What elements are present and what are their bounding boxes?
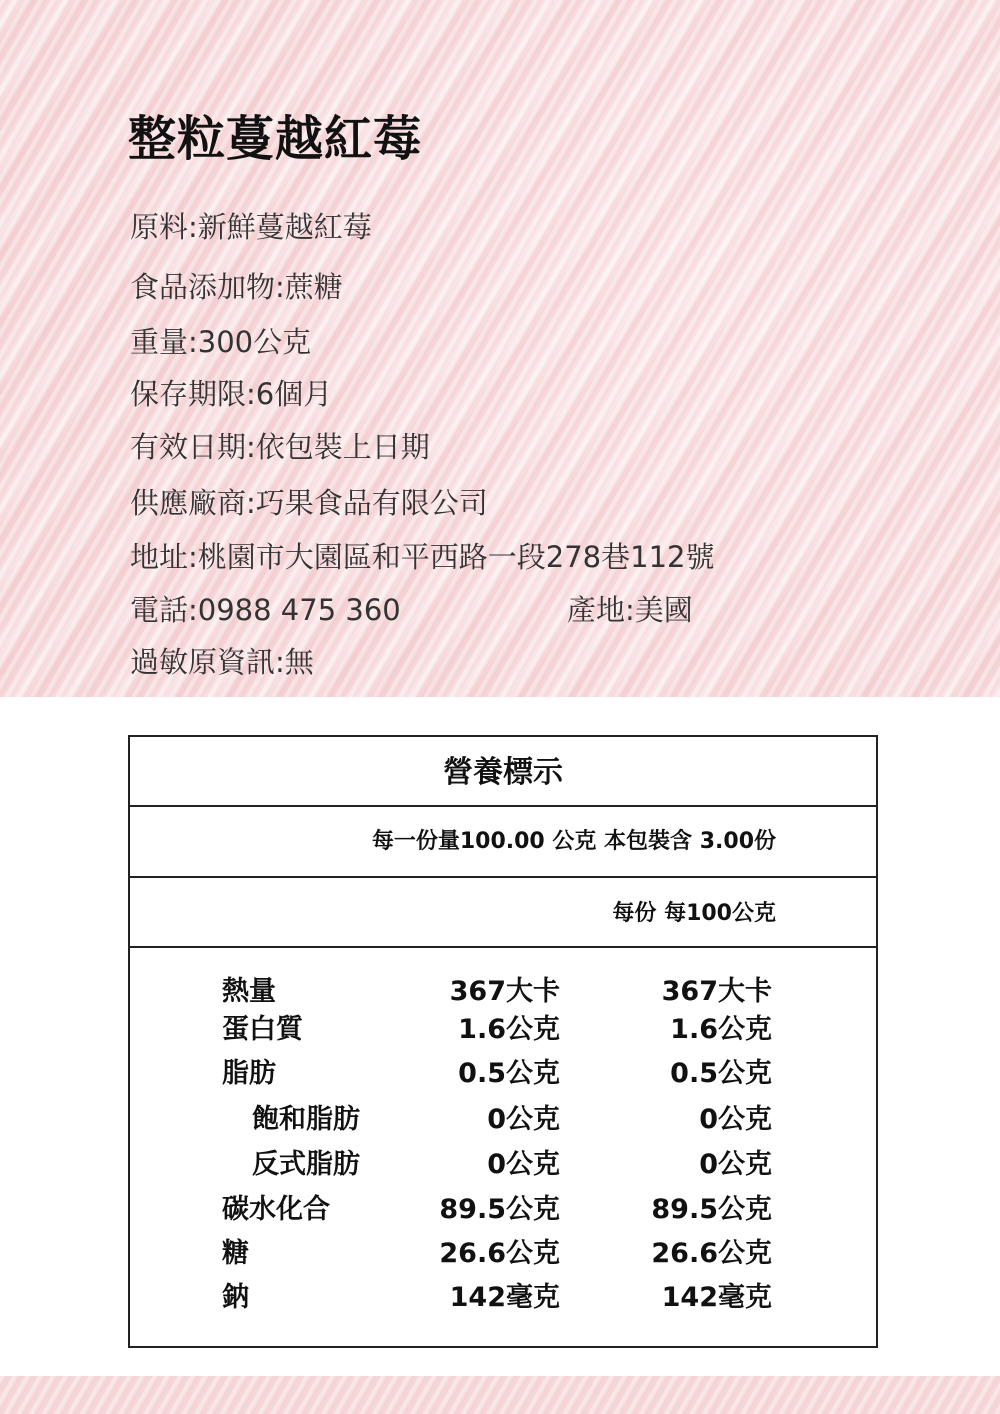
pink-footer-band [0,1376,1000,1414]
per-100g-value: 0.5公克 [670,1058,772,1089]
per-serving-value: 89.5公克 [439,1194,560,1225]
nutrition-row [130,1275,876,1315]
per-100g-value: 1.6公克 [670,1014,772,1045]
serving-size-text: 每一份量100.00 公克 本包裝含 3.00份 [371,829,776,854]
divider [130,876,876,878]
nutrition-facts-panel [128,735,878,1348]
per-100g-value: 0公克 [699,1104,772,1135]
additives-text: 食品添加物:蔗糖 [130,270,343,304]
phone-text: 電話:0988 475 360 [130,593,401,627]
nutrient-label: 碳水化合 [222,1194,330,1225]
shelf-life-text: 保存期限:6個月 [130,377,333,411]
divider [130,946,876,948]
nutrition-row [130,1097,876,1137]
weight-text: 重量:300公克 [130,325,312,359]
nutrition-row [130,1051,876,1091]
per-serving-value: 26.6公克 [439,1238,560,1269]
nutrient-label: 糖 [222,1238,249,1269]
per-serving-value: 0.5公克 [458,1058,560,1089]
nutrition-row [130,969,876,1009]
divider [130,805,876,807]
per-serving-value: 142毫克 [449,1282,560,1313]
nutrition-row [130,1142,876,1182]
nutrient-label: 熱量 [222,976,276,1007]
address-text: 地址:桃園市大園區和平西路一段278巷112號 [130,540,715,574]
allergen-text: 過敏原資訊:無 [130,645,314,679]
nutrition-row [130,1007,876,1047]
nutrition-row [130,1187,876,1227]
nutrient-label: 鈉 [222,1282,249,1313]
nutrient-label: 飽和脂肪 [252,1104,360,1135]
per-100g-value: 367大卡 [661,976,772,1007]
per-100g-value: 89.5公克 [651,1194,772,1225]
per-100g-value: 26.6公克 [651,1238,772,1269]
expiry-text: 有效日期:依包裝上日期 [130,430,430,464]
per-100g-value: 142毫克 [661,1282,772,1313]
ingredients-text: 原料:新鮮蔓越紅莓 [130,210,372,244]
origin-text: 產地:美國 [567,593,693,627]
per-serving-value: 367大卡 [449,976,560,1007]
per-100g-value: 0公克 [699,1149,772,1180]
nutrient-label: 蛋白質 [222,1014,303,1045]
per-serving-value: 0公克 [487,1104,560,1135]
per-serving-value: 0公克 [487,1149,560,1180]
per-serving-value: 1.6公克 [458,1014,560,1045]
supplier-text: 供應廠商:巧果食品有限公司 [130,486,488,520]
column-header: 每份 每100公克 [612,901,776,926]
nutrient-label: 反式脂肪 [252,1149,360,1180]
nutrient-label: 脂肪 [222,1058,276,1089]
nutrition-row [130,1231,876,1271]
nutrition-title: 營養標示 [443,755,563,790]
product-title: 整粒蔓越紅莓 [128,111,423,167]
